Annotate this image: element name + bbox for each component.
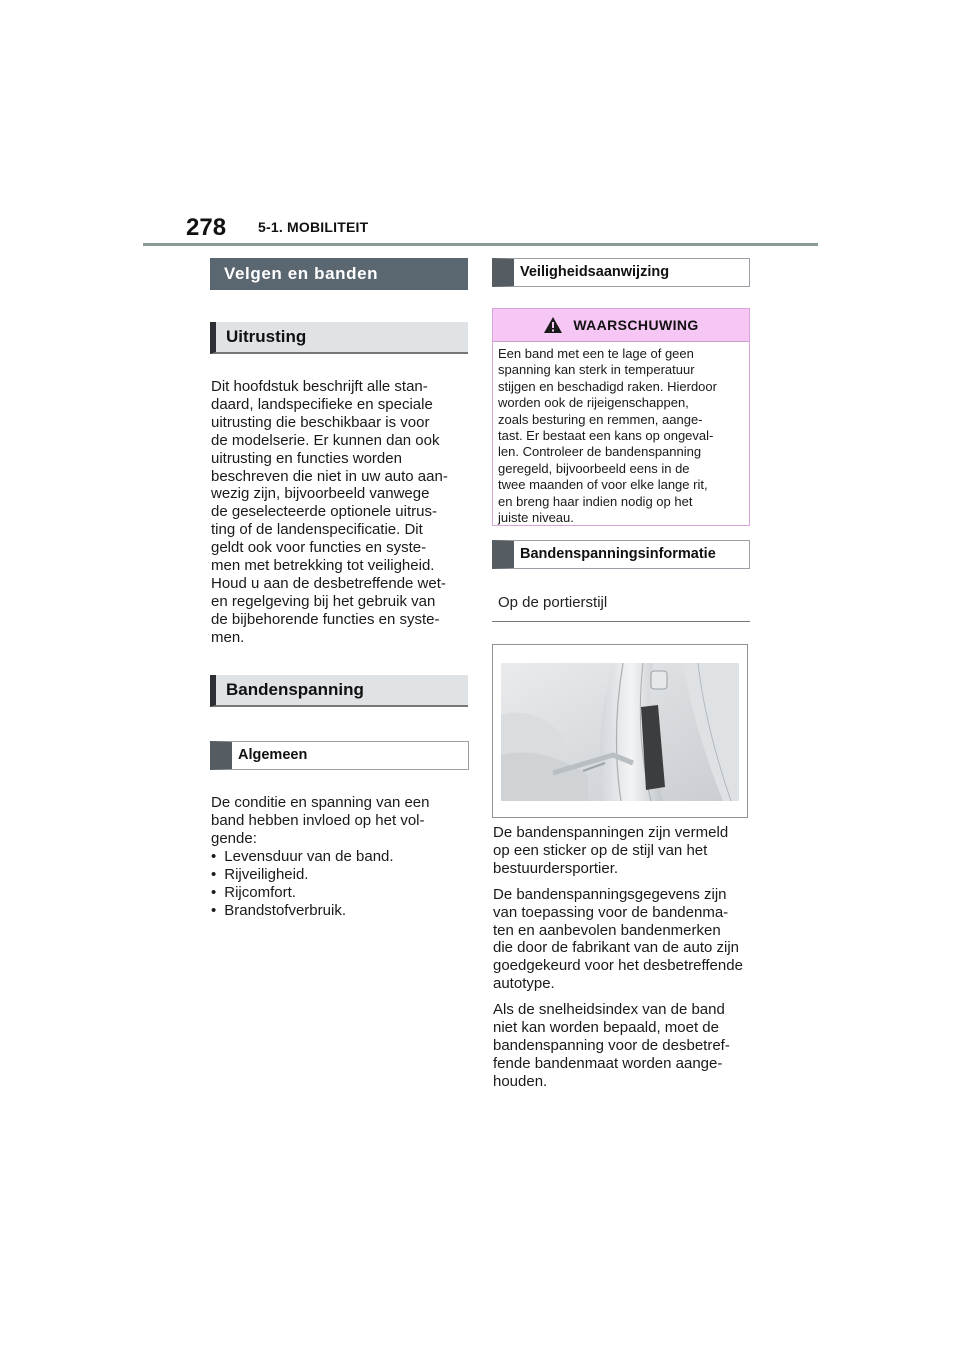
paragraph: Als de snelheidsindex van de band niet kan worden bepaald, moet de bandenspanning voor de desbetref- fende bandenmaat worden aange- houden. xyxy=(493,1001,730,1090)
list-item: • Levensduur van de band. xyxy=(211,848,473,866)
main-heading: Velgen en banden xyxy=(210,258,468,290)
list-item: • Rijcomfort. xyxy=(211,884,473,902)
paragraph: De bandenspanningen zijn vermeld op een sticker op de stijl van het bestuurdersportier. xyxy=(493,824,729,877)
tire-pressure-text xyxy=(493,824,755,1099)
door-pillar-image xyxy=(493,645,747,817)
door-pillar-photo xyxy=(492,644,748,818)
algemeen-heading: Algemeen xyxy=(210,741,469,770)
list-item: • Brandstofverbruik. xyxy=(211,902,473,920)
door-pillar-heading: Op de portierstijl xyxy=(492,588,750,622)
bandenspanning-heading: Bandenspanning xyxy=(210,675,468,707)
warning-icon xyxy=(543,316,563,334)
header-divider xyxy=(143,243,818,246)
uitrusting-text: Dit hoofdstuk beschrijft alle stan- daard, landspecifieke en speciale uitrusting die beschikbaar is voor de modelserie. Er kunnen dan ook uitrusting en functies worden beschreven die niet in uw auto aan- wezig zijn, bijvoorbeeld vanwege de geselecteerde optionele uitrus- ting of de landenspecificatie. Dit geldt ook voor functies en syste- men met betrekking tot veiligheid. Houd u aan de desbetreffende wet- en regelgeving bij het gebruik van de bijbehorende functies en syste- men. xyxy=(211,378,448,646)
warning-title: WAARSCHUWING xyxy=(573,317,699,333)
paragraph: De bandenspanningsgegevens zijn van toepassing voor de bandenma- ten en aanbevolen bandenmerken die door de fabrikant van de auto zijn goedgekeurd voor het desbetreffende autotype. xyxy=(493,885,743,993)
warning-text: Een band met een te lage of geen spanning kan sterk in temperatuur stijgen en beschadigd raken. Hierdoor worden ook de rijeigenschappen, zoals besturing en remmen, aange- tast. Er bestaat een kans op ongeval- len. Controleer de bandenspanning geregeld, bijvoorbeeld eens in de twee maanden of voor elke lange rit, en breng haar indien nodig op het juiste niveau. xyxy=(498,346,717,526)
info-heading: Bandenspanningsinformatie xyxy=(492,540,750,569)
warning-header xyxy=(493,309,749,342)
warning-box xyxy=(492,308,750,526)
bullet-list xyxy=(211,848,473,920)
list-item: • Rijveiligheid. xyxy=(211,866,473,884)
section-title: 5-1. MOBILITEIT xyxy=(258,219,369,235)
algemeen-text: De conditie en spanning van een band hebben invloed op het vol- gende: xyxy=(211,794,430,847)
page-number: 278 xyxy=(186,214,227,241)
safety-heading: Veiligheidsaanwijzing xyxy=(492,258,750,287)
uitrusting-heading: Uitrusting xyxy=(210,322,468,354)
